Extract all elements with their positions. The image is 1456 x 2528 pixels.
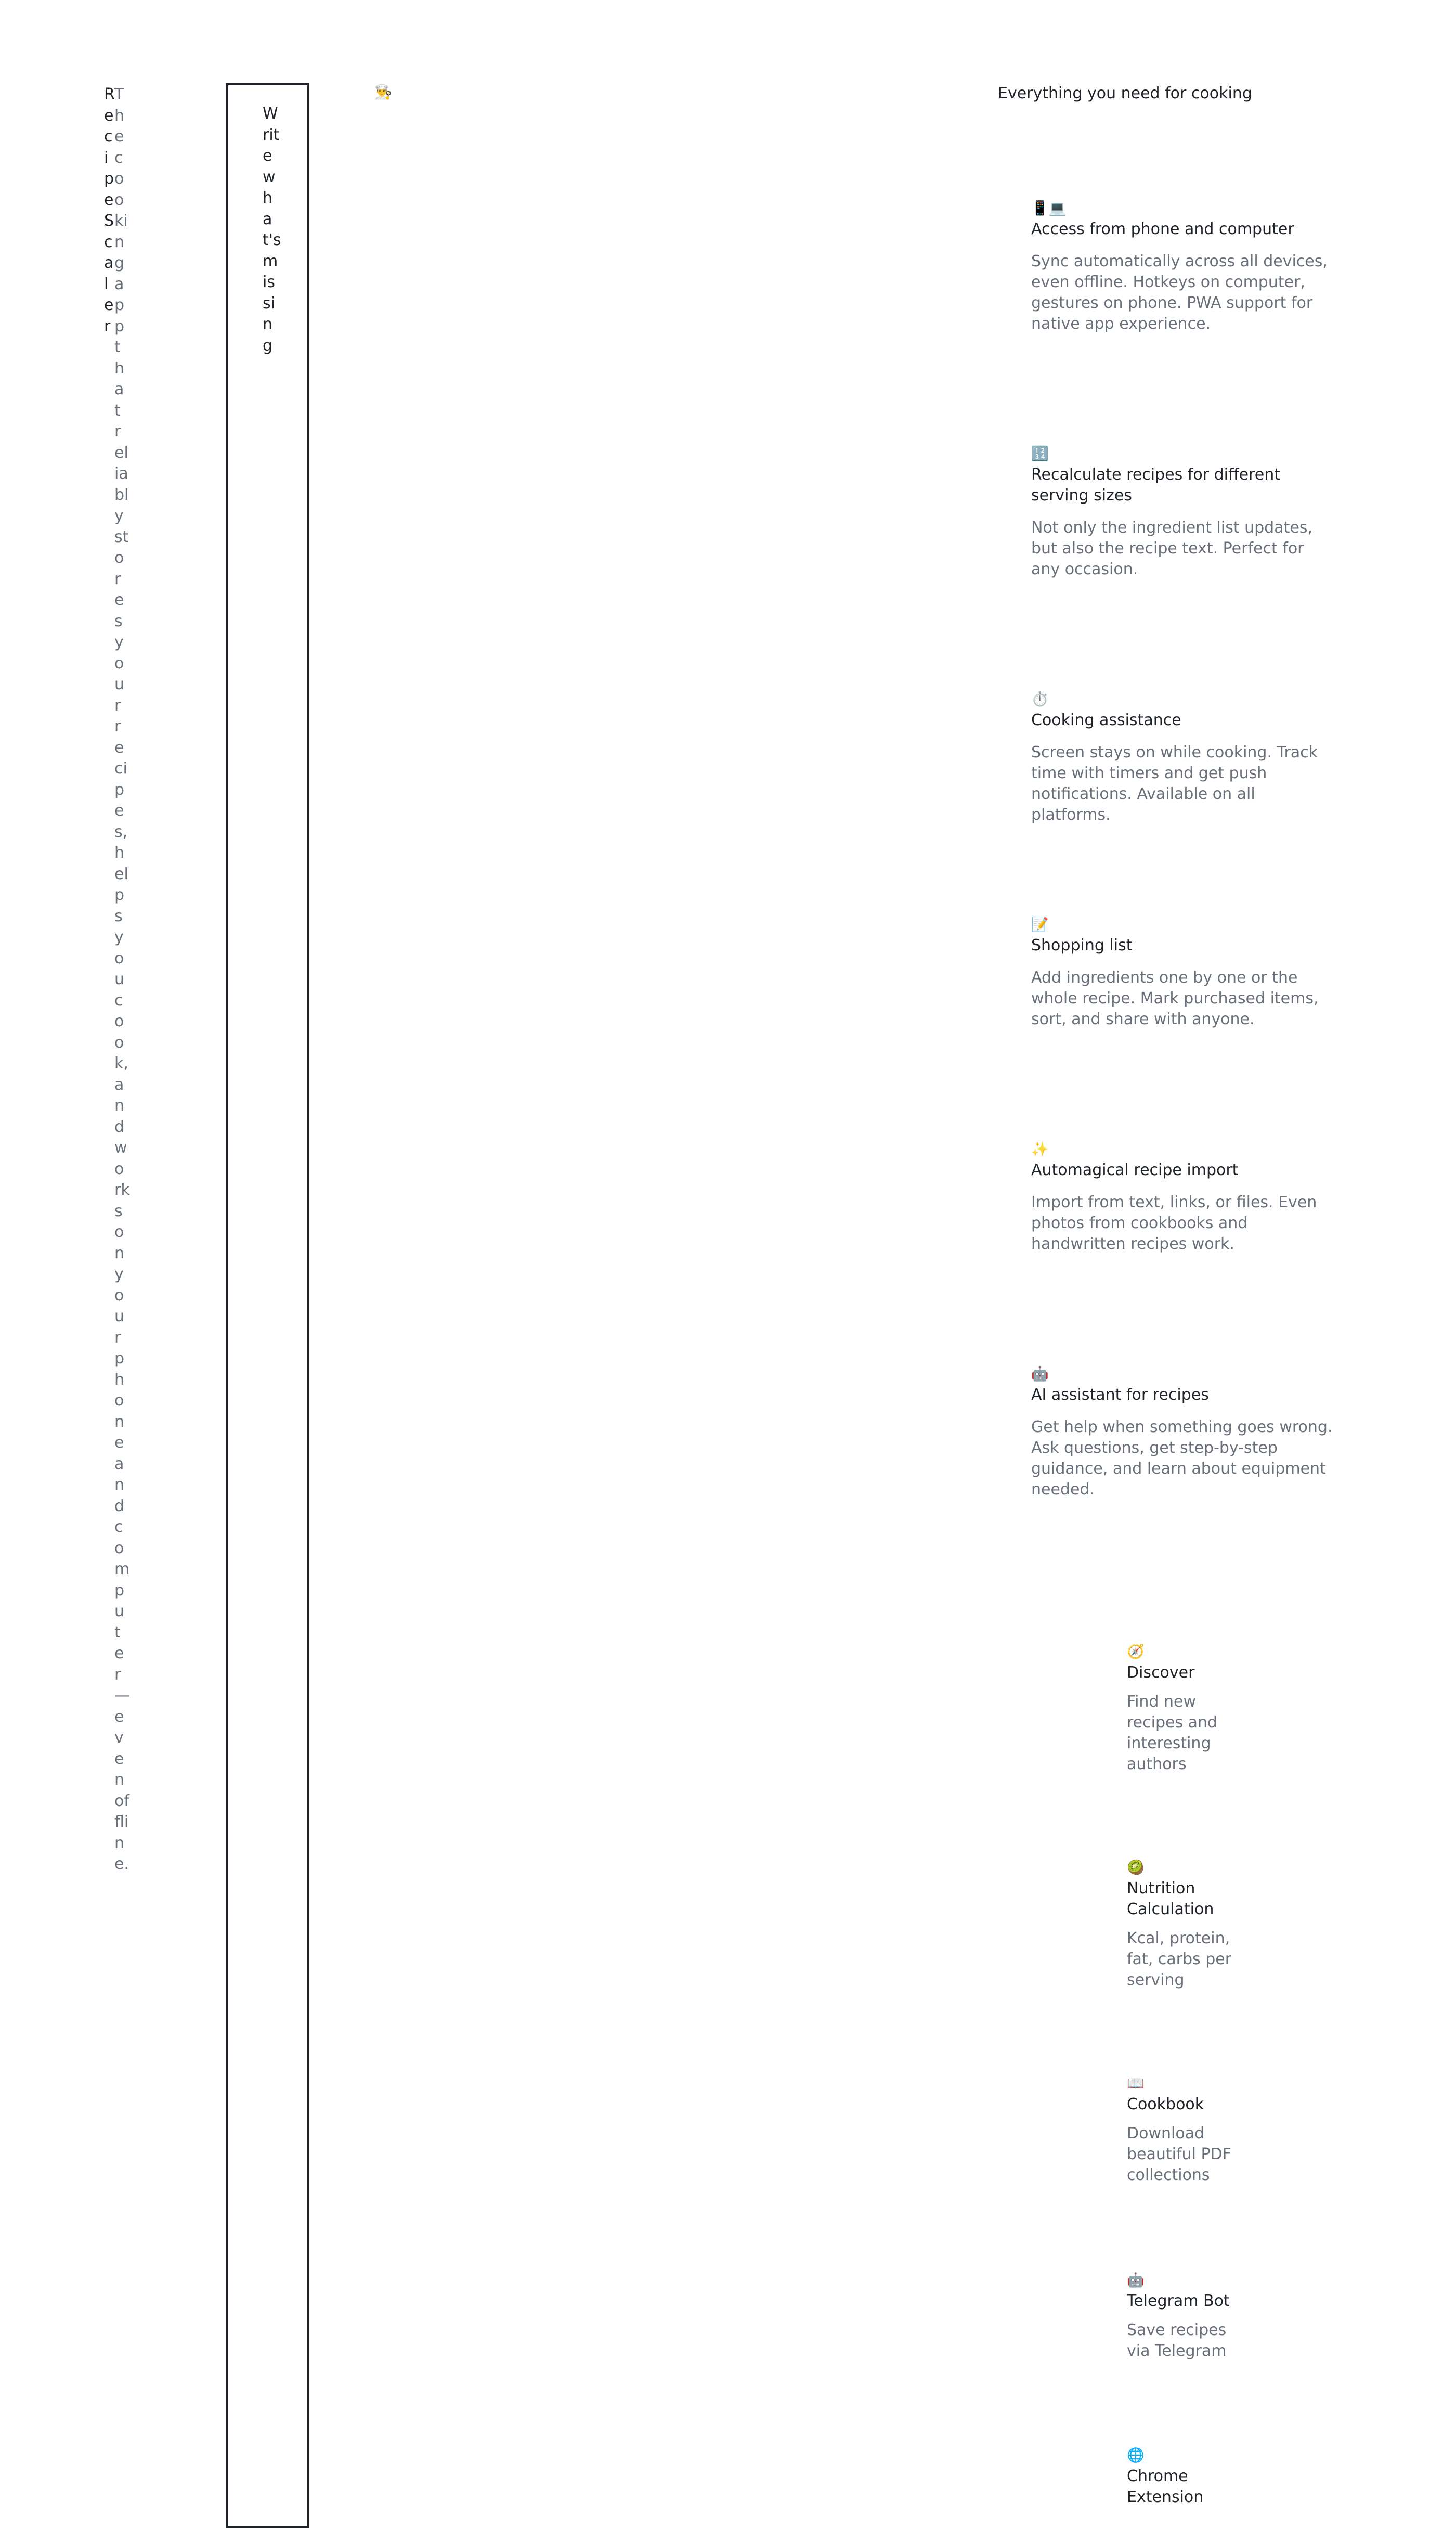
feedback-button[interactable] <box>226 83 309 2528</box>
features-section-title: Everything you need for cooking <box>998 84 1252 102</box>
memo-icon: 📝 <box>1031 917 1049 933</box>
extra-title: Chrome Extension <box>1127 2467 1204 2506</box>
feature-description: Get help when something goes wrong. Ask questions, get step-by-step guidance, and learn about equipment needed. <box>1031 1418 1333 1499</box>
extra-card-telegram-bot[interactable] <box>1127 2271 1241 2362</box>
extra-description: Kcal, protein, fat, carbs per serving <box>1127 1929 1232 1989</box>
feature-title: AI assistant for recipes <box>1031 1386 1209 1404</box>
feature-description: Sync automatically across all devices, even offline. Hotkeys on computer, gestures on phone. PWA support for native app experience. <box>1031 252 1328 333</box>
numbers-icon: 🔢 <box>1031 446 1049 462</box>
robot-icon: 🤖 <box>1127 2272 1145 2288</box>
feature-card-recalculate <box>1031 445 1333 580</box>
feature-description: Add ingredients one by one or the whole recipe. Mark purchased items, sort, and share with anyone. <box>1031 969 1319 1028</box>
extra-title: Cookbook <box>1127 2095 1204 2113</box>
chef-icon: 👨‍🍳 <box>374 84 392 100</box>
phone-computer-icon: 📱💻 <box>1031 200 1067 216</box>
extra-card-discover[interactable] <box>1127 1643 1241 1775</box>
extra-title: Discover <box>1127 1663 1195 1682</box>
feature-title: Cooking assistance <box>1031 711 1181 729</box>
feature-title: Shopping list <box>1031 936 1133 955</box>
feature-card-recipe-import <box>1031 1140 1333 1255</box>
extra-card-nutrition[interactable] <box>1127 1859 1241 1991</box>
feedback-button-label: Write what's missing <box>263 105 281 355</box>
compass-icon: 🧭 <box>1127 1644 1145 1660</box>
extra-title: Nutrition Calculation <box>1127 1879 1214 1918</box>
feature-title: Recalculate recipes for different serving sizes <box>1031 466 1280 505</box>
feature-title: Access from phone and computer <box>1031 220 1294 238</box>
extra-description: Save recipes via Telegram <box>1127 2321 1227 2360</box>
feature-description: Screen stays on while cooking. Track time with timers and get push notifications. Available on all platforms. <box>1031 743 1318 824</box>
feature-card-cooking-assistance <box>1031 690 1333 826</box>
hero-tagline: The cooking app that reliably stores your recipes, helps you cook, and works on your phone and computer — even offline. <box>114 85 130 1873</box>
globe-icon: 🌐 <box>1127 2447 1145 2463</box>
stopwatch-icon: ⏱️ <box>1031 691 1049 707</box>
feature-description: Not only the ingredient list updates, but also the recipe text. Perfect for any occasion. <box>1031 519 1312 578</box>
feature-description: Import from text, links, or files. Even photos from cookbooks and handwritten recipes work. <box>1031 1193 1317 1253</box>
sparkles-icon: ✨ <box>1031 1141 1049 1157</box>
feature-title: Automagical recipe import <box>1031 1161 1239 1179</box>
feature-card-access <box>1031 199 1333 334</box>
extra-description: Download beautiful PDF collections <box>1127 2124 1231 2184</box>
book-icon: 📖 <box>1127 2075 1145 2092</box>
extra-description: Find new recipes and interesting authors <box>1127 1693 1218 1773</box>
brand-name[interactable]: Recipe Scaler <box>104 85 115 336</box>
extra-card-chrome-extension[interactable] <box>1127 2446 1241 2516</box>
extra-card-cookbook[interactable] <box>1127 2074 1241 2186</box>
feature-card-shopping-list <box>1031 915 1333 1030</box>
robot-icon: 🤖 <box>1031 1366 1049 1382</box>
kiwi-icon: 🥝 <box>1127 1860 1145 1876</box>
extra-title: Telegram Bot <box>1127 2292 1230 2310</box>
feature-card-ai-assistant <box>1031 1365 1333 1500</box>
